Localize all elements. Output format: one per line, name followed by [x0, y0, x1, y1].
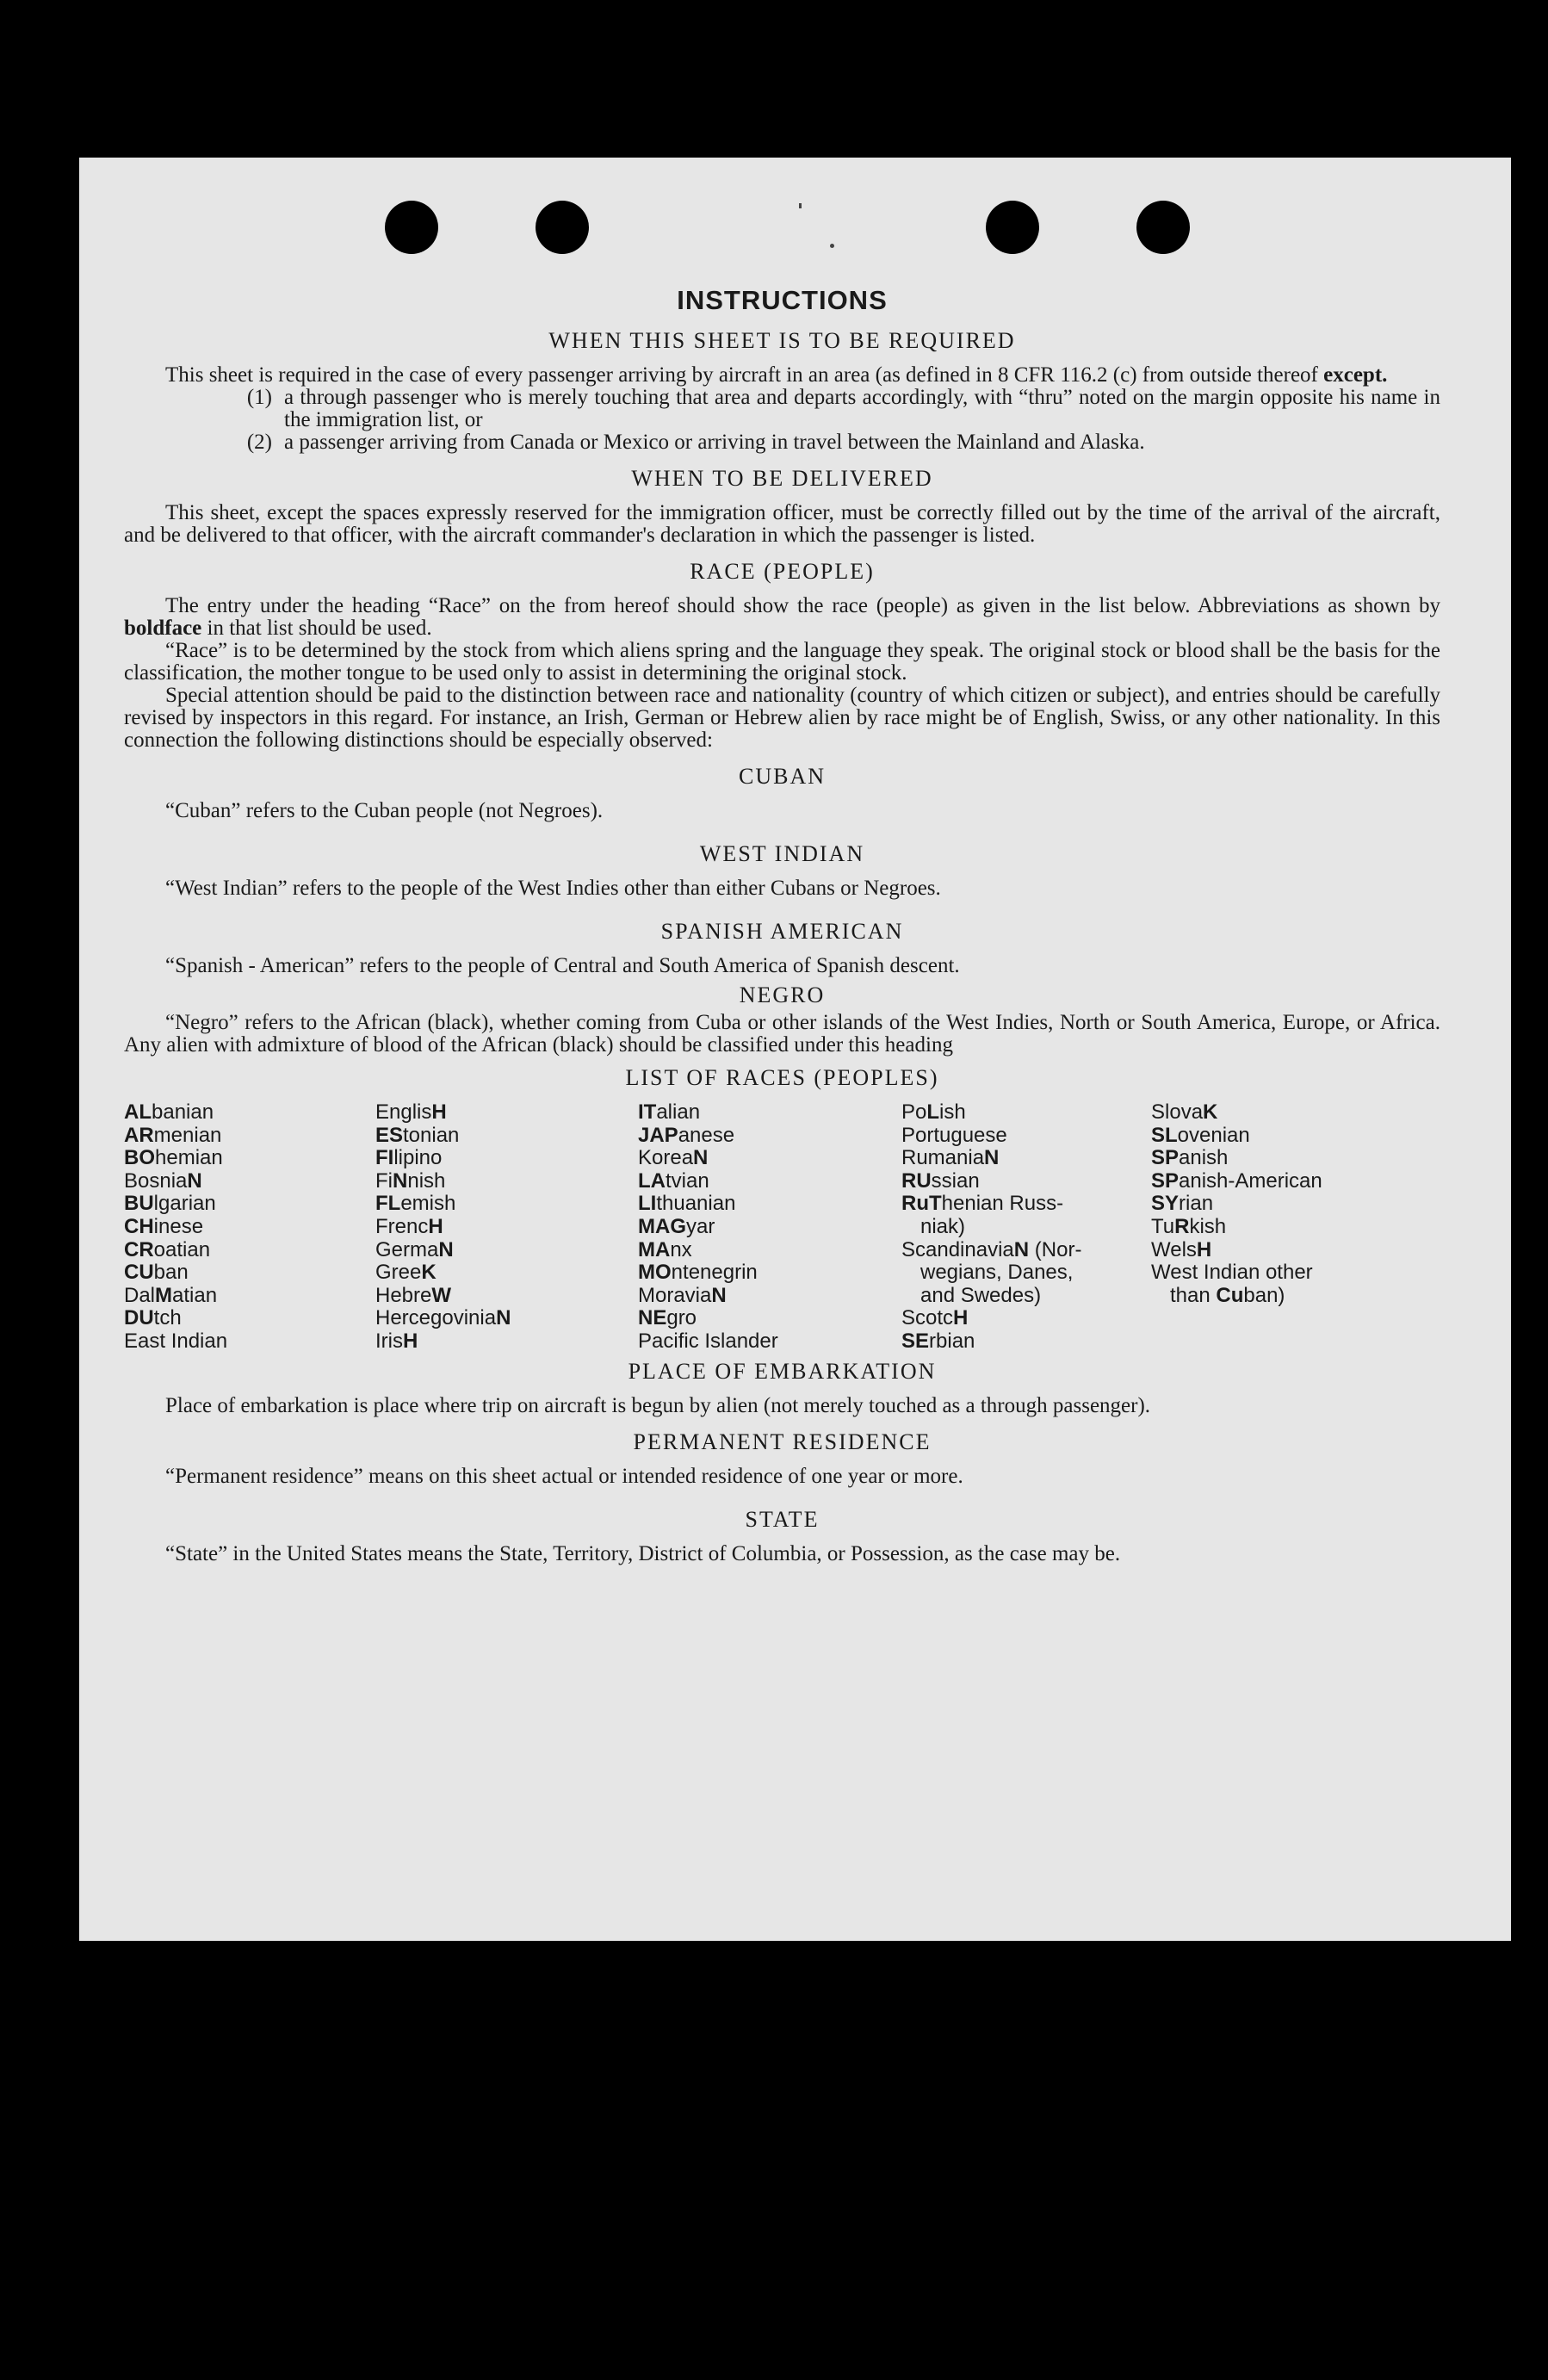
race-entry: CHinese	[124, 1214, 204, 1238]
race-entry: than Cuban)	[1170, 1283, 1285, 1307]
section-heading: STATE	[745, 1506, 820, 1532]
race-entry: FLemish	[375, 1192, 456, 1216]
race-entry: LAtvian	[638, 1168, 709, 1193]
races-column	[901, 1101, 1151, 1354]
race-entry: EnglisH	[375, 1100, 447, 1124]
race-entry: KoreaN	[638, 1146, 709, 1170]
paragraph: This sheet, except the spaces expressly reserved for the immigration officer, must be correctly filled out by the time of the arrival of the aircraft, and be delivered to that officer, with the aircraft commander's declaration in which the passenger is listed.	[124, 501, 1440, 547]
race-entry: SLovenian	[1151, 1123, 1250, 1147]
punch-hole	[1136, 201, 1190, 254]
race-entry: and Swedes)	[920, 1283, 1042, 1307]
race-entry: SYrian	[1151, 1192, 1214, 1216]
paragraph: Special attention should be paid to the distinction between race and nationality (country of which citizen or subject), and entries should be carefully revised by inspectors in this regard. For instance, an Irish, German or Hebrew alien by race might be of English, Swiss, or any other nationality. In this connection the following distinctions should be especially observed:	[124, 684, 1440, 752]
race-entry: HebreW	[375, 1283, 452, 1307]
section-heading: WHEN TO BE DELIVERED	[631, 466, 933, 491]
race-entry: JAPanese	[638, 1123, 735, 1147]
race-entry: WelsH	[1151, 1237, 1212, 1261]
section-heading: SPANISH AMERICAN	[660, 919, 904, 944]
race-entry: ITalian	[638, 1100, 701, 1124]
races-table	[124, 1101, 1440, 1354]
race-entry: ALbanian	[124, 1100, 214, 1124]
race-entry: RumaniaN	[901, 1146, 1000, 1170]
race-entry: BosniaN	[124, 1168, 202, 1193]
race-entry: West Indian other	[1151, 1261, 1313, 1285]
race-entry: RUssian	[901, 1168, 980, 1193]
section-heading: LIST OF RACES (PEOPLES)	[625, 1065, 939, 1090]
races-column	[638, 1101, 901, 1354]
race-entry: GermaN	[375, 1237, 454, 1261]
race-entry: MAGyar	[638, 1214, 715, 1238]
race-entry: niak)	[920, 1214, 966, 1238]
race-entry: SErbian	[901, 1329, 975, 1353]
race-entry: East Indian	[124, 1329, 228, 1353]
race-entry: Pacific Islander	[638, 1329, 778, 1353]
paragraph: This sheet is required in the case of every passenger arriving by aircraft in an area (as defined in 8 CFR 116.2 (c) from outside thereof except.	[165, 363, 1388, 387]
section-heading: PERMANENT RESIDENCE	[633, 1429, 932, 1454]
section-heading: WEST INDIAN	[699, 841, 865, 866]
race-entry: DalMatian	[124, 1283, 218, 1307]
race-entry: FiNnish	[375, 1168, 446, 1193]
race-entry: MAnx	[638, 1237, 692, 1261]
paragraph: “Cuban” refers to the Cuban people (not Negroes).	[165, 799, 604, 822]
paragraph: The entry under the heading “Race” on the from hereof should show the race (people) as given in the list below. Abbreviations as shown by boldface in that list should be used.	[124, 594, 1440, 640]
race-entry: ARmenian	[124, 1123, 222, 1147]
race-entry: BOhemian	[124, 1146, 223, 1170]
list-item: (1) a through passenger who is merely touching that area and departs accordingly, with “thru” noted on the margin opposite his name in the immigration list, or	[246, 386, 1440, 431]
section-heading: PLACE OF EMBARKATION	[628, 1358, 937, 1384]
punch-hole	[986, 201, 1039, 254]
race-entry: ScotcH	[901, 1306, 969, 1330]
races-column	[375, 1101, 638, 1354]
race-entry: Portuguese	[901, 1123, 1007, 1147]
race-entry: SlovaK	[1151, 1100, 1218, 1124]
scan-speck	[830, 244, 834, 248]
instruction-sheet	[79, 158, 1511, 1941]
page-title: INSTRUCTIONS	[677, 285, 888, 315]
paragraph: Place of embarkation is place where trip on aircraft is begun by alien (not merely touched as a through passenger).	[165, 1393, 1151, 1417]
race-entry: DUtch	[124, 1306, 182, 1330]
paragraph: “Negro” refers to the African (black), whether coming from Cuba or other islands of the West Indies, North or South America, Europe, or Africa. Any alien with admixture of blood of the African (black) should be classified under this heading	[124, 1011, 1440, 1057]
race-entry: PoLish	[901, 1100, 966, 1124]
scan-speck	[799, 203, 802, 208]
race-entry: SPanish-American	[1151, 1168, 1322, 1193]
section-heading: CUBAN	[738, 764, 826, 789]
section-heading: RACE (PEOPLE)	[690, 559, 875, 584]
race-entry: wegians, Danes,	[920, 1261, 1074, 1285]
race-entry: BUlgarian	[124, 1192, 216, 1216]
race-entry: ScandinaviaN (Nor-	[901, 1237, 1082, 1261]
race-entry: CUban	[124, 1261, 189, 1285]
race-entry: CRoatian	[124, 1237, 211, 1261]
section-heading: NEGRO	[739, 982, 826, 1007]
race-entry: FrencH	[375, 1214, 443, 1238]
race-entry: FIlipino	[375, 1146, 443, 1170]
paragraph: “Race” is to be determined by the stock from which aliens spring and the language they speak. The original stock or blood shall be the basis for the classification, the mother tongue to be used only to assist in determining the original stock.	[124, 639, 1440, 685]
race-entry: SPanish	[1151, 1146, 1229, 1170]
races-column	[124, 1101, 375, 1354]
race-entry: EStonian	[375, 1123, 460, 1147]
race-entry: LIthuanian	[638, 1192, 736, 1216]
list-item: (2) a passenger arriving from Canada or Mexico or arriving in travel between the Mainland and Alaska.	[246, 431, 1145, 454]
race-entry: MoraviaN	[638, 1283, 727, 1307]
section-heading: WHEN THIS SHEET IS TO BE REQUIRED	[548, 328, 1016, 353]
race-entry: TuRkish	[1151, 1214, 1227, 1238]
races-column	[1151, 1101, 1392, 1354]
race-entry: IrisH	[375, 1329, 418, 1353]
race-entry: MOntenegrin	[638, 1261, 758, 1285]
race-entry: NEgro	[638, 1306, 697, 1330]
paragraph: “Permanent residence” means on this sheet actual or intended residence of one year or more.	[165, 1464, 963, 1488]
punch-hole	[385, 201, 438, 254]
paragraph: “State” in the United States means the State, Territory, District of Columbia, or Possession, as the case may be.	[165, 1541, 1121, 1565]
paragraph: “West Indian” refers to the people of the West Indies other than either Cubans or Negroes.	[165, 877, 941, 900]
race-entry: HercegoviniaN	[375, 1306, 511, 1330]
race-entry: GreeK	[375, 1261, 437, 1285]
punch-hole	[536, 201, 589, 254]
race-entry: RuThenian Russ-	[901, 1192, 1064, 1216]
paragraph: “Spanish - American” refers to the people of Central and South America of Spanish descent.	[165, 954, 960, 977]
